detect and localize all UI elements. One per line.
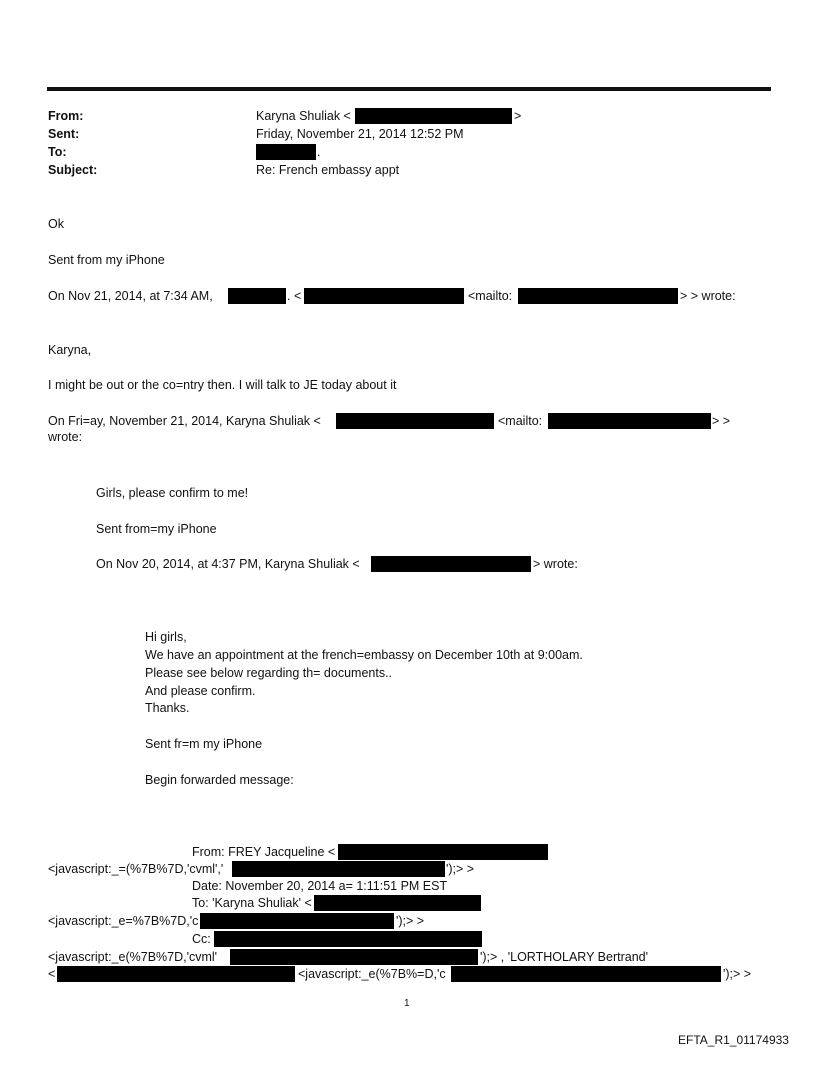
quoted-line: Begin forwarded message:	[145, 773, 294, 787]
quoted-line: Hi girls,	[145, 630, 187, 644]
body-line: Ok	[48, 217, 64, 231]
body-text: > > wrote:	[680, 289, 736, 303]
page-number: 1	[404, 998, 410, 1009]
redaction-box	[214, 931, 482, 947]
redaction-box	[314, 895, 481, 911]
quoted-line: Girls, please confirm to me!	[96, 486, 249, 500]
redaction-box	[518, 288, 678, 304]
redaction-box	[338, 844, 548, 860]
quoted-line: Please see below regarding th= documents..	[145, 666, 393, 680]
redaction-box	[232, 861, 445, 877]
redaction-box	[371, 556, 531, 572]
quoted-text: > wrote:	[533, 557, 578, 571]
body-line: On Fri=ay, November 21, 2014, Karyna Shuliak <	[48, 414, 321, 428]
sent-label: Sent:	[48, 127, 80, 141]
forward-line: <javascript:_e=%7B%7D,'c	[48, 914, 199, 928]
forward-line: From: FREY Jacqueline <	[192, 845, 336, 859]
redaction-box	[57, 966, 295, 982]
quoted-line: Sent fr=m my iPhone	[145, 737, 263, 751]
from-suffix: >	[514, 109, 522, 123]
from-value: Karyna Shuliak <	[256, 109, 351, 123]
quoted-line: On Nov 20, 2014, at 4:37 PM, Karyna Shuliak <	[96, 557, 360, 571]
forward-line: Cc:	[192, 932, 211, 946]
redaction-box	[200, 913, 394, 929]
quoted-line: Thanks.	[145, 701, 190, 715]
redaction-box	[548, 413, 711, 429]
subject-value: Re: French embassy appt	[256, 163, 400, 177]
body-line: Sent from my iPhone	[48, 253, 165, 267]
forward-text: ');> >	[446, 862, 475, 876]
forward-text: ');> >	[396, 914, 425, 928]
redaction-box	[230, 949, 478, 965]
sent-value: Friday, November 21, 2014 12:52 PM	[256, 127, 464, 141]
subject-label: Subject:	[48, 163, 98, 177]
forward-line: <javascript:_e(%7B%7D,'cvml'	[48, 950, 218, 964]
to-label: To:	[48, 145, 67, 159]
document-id: EFTA_R1_01174933	[678, 1033, 789, 1047]
body-text: > >	[712, 414, 731, 428]
redaction-box	[451, 966, 721, 982]
forward-line: To: 'Karyna Shuliak' <	[192, 896, 312, 910]
mailto-text: <mailto:	[468, 289, 513, 303]
mailto-text: <mailto:	[498, 414, 543, 428]
redaction-box	[355, 108, 512, 124]
body-text: . <	[287, 289, 302, 303]
redaction-box	[336, 413, 494, 429]
redaction-box	[228, 288, 286, 304]
quoted-line: And please confirm.	[145, 684, 256, 698]
forward-line: <javascript:_=(%7B%7D,'cvml','	[48, 862, 224, 876]
header-rule	[47, 87, 771, 91]
redaction-box	[304, 288, 464, 304]
body-line: On Nov 21, 2014, at 7:34 AM,	[48, 289, 213, 303]
from-label: From:	[48, 109, 84, 123]
body-line: Karyna,	[48, 343, 92, 357]
quoted-line: We have an appointment at the french=embassy on December 10th at 9:00am.	[145, 648, 583, 662]
body-line: wrote:	[48, 430, 83, 444]
forward-text: <javascript:_e(%7B%=D,'c	[298, 967, 446, 981]
forward-text: ');> >	[723, 967, 752, 981]
forward-text: ');> , 'LORTHOLARY Bertrand'	[480, 950, 648, 964]
redaction-box	[256, 144, 316, 160]
forward-line: <	[48, 967, 56, 981]
to-suffix: .	[317, 145, 321, 159]
forward-line: Date: November 20, 2014 a= 1:11:51 PM EST	[192, 879, 448, 893]
quoted-line: Sent from=my iPhone	[96, 522, 217, 536]
body-line: I might be out or the co=ntry then. I will talk to JE today about it	[48, 378, 397, 392]
